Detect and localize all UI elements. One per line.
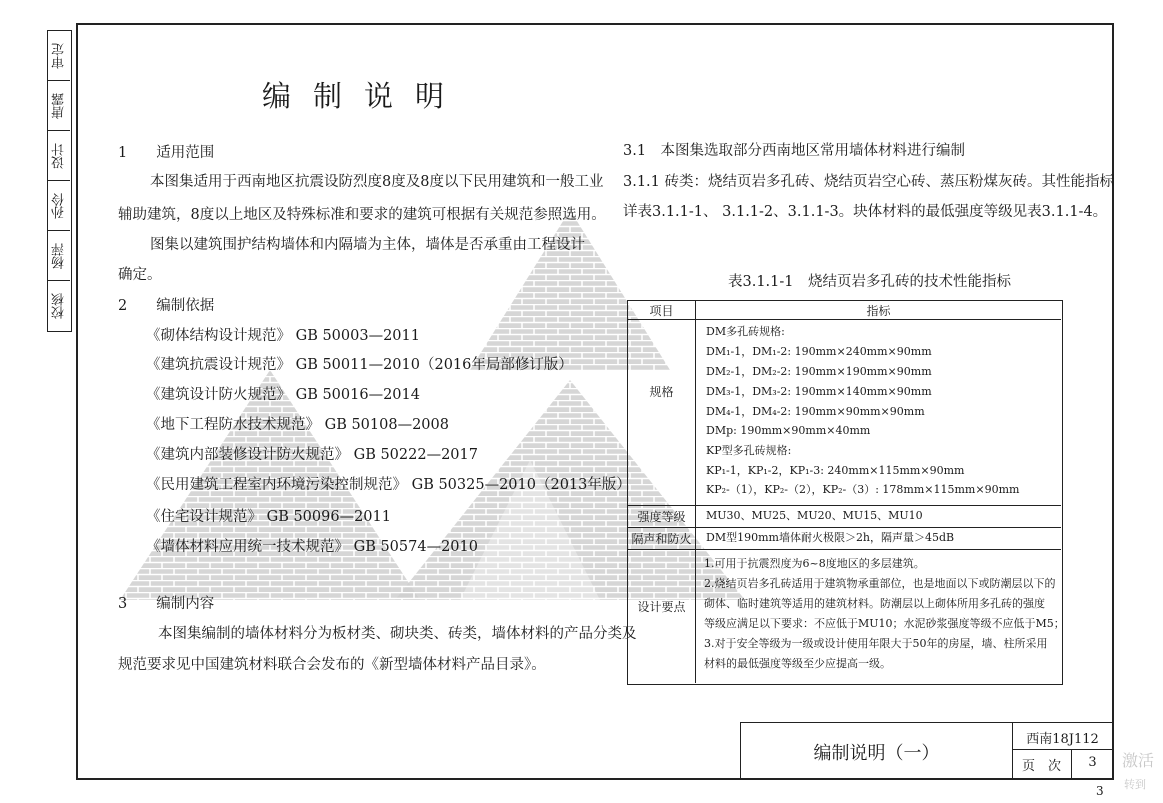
section-1-paragraph-2-line-2: 确定。 (118, 267, 162, 283)
reference-item: 《住宅设计规范》 GB 50096—2011 (146, 509, 391, 525)
design-line: 2.烧结页岩多孔砖适用于建筑物承重部位，也是地面以下或防潮层以下的 (704, 577, 1056, 590)
spec-line: DM₂-1，DM₂-2: 190mm×190mm×90mm (706, 365, 932, 378)
reference-item: 《建筑抗震设计规范》 GB 50011—2010（2016年局部修订版） (146, 357, 573, 373)
fire-value: DM型190mm墙体耐火极限＞2h，隔声量＞45dB (706, 531, 955, 544)
activation-watermark-hint: 转到 (1124, 778, 1146, 791)
reference-item: 《地下工程防水技术规范》 GB 50108—2008 (146, 417, 449, 433)
design-line: 3.对于安全等级为一级或设计使用年限大于50年的房屋，墙、柱所采用 (704, 637, 1048, 650)
spec-line: KP型多孔砖规格: (706, 444, 792, 457)
section-1-paragraph-2-line-1: 图集以建筑围护结构墙体和内隔墙为主体，墙体是否承重由工程设计 (150, 237, 585, 253)
sidebar-label: 唐露 (51, 92, 67, 119)
sidebar-cell-check (48, 281, 70, 330)
section-3-line-2: 规范要求见中国建筑材料联合会发布的《新型墙体材料产品目录》。 (118, 657, 546, 673)
page-label: 页 次 (1021, 759, 1061, 774)
design-label: 设计要点 (637, 600, 686, 614)
fire-label: 隔声和防火 (631, 532, 692, 546)
sidebar-cell-signature-3 (48, 231, 70, 281)
table-header-item: 项目 (649, 304, 674, 318)
section-3-line-1: 本图集编制的墙体材料分为板材类、砌块类、砖类，墙体材料的产品分类及 (158, 626, 637, 642)
atlas-code: 西南18J112 (1026, 732, 1099, 747)
design-line: 材料的最低强度等级至少应提高一级。 (704, 657, 891, 670)
strength-value: MU30、MU25、MU20、MU15、MU10 (706, 509, 923, 522)
reference-item: 《民用建筑工程室内环境污染控制规范》 GB 50325—2010（2013年版） (146, 477, 631, 493)
page-number: 3 (1096, 784, 1104, 798)
spec-line: DMp: 190mm×90mm×40mm (706, 424, 871, 437)
spec-line: DM₄-1，DM₄-2: 190mm×90mm×90mm (706, 405, 925, 418)
sidebar-label: 校核 (51, 292, 67, 319)
spec-line: DM多孔砖规格: (706, 325, 785, 338)
activation-watermark: 激活 (1122, 751, 1155, 770)
sidebar-cell-signature-2 (48, 181, 70, 231)
performance-table (627, 300, 1063, 685)
section-1-paragraph-1-line-1: 本图集适用于西南地区抗震设防烈度8度及8度以下民用建筑和一般工业 (150, 174, 604, 190)
section-3-1-1-line-2: 详表3.1.1-1、 3.1.1-2、3.1.1-3。块体材料的最低强度等级见表3.1.1-4。 (623, 204, 1108, 220)
reference-item: 《砌体结构设计规范》 GB 50003—2011 (146, 328, 420, 344)
spec-line: KP₂-（1），KP₂-（2），KP₂-（3）: 178mm×115mm×90mm (706, 483, 1020, 496)
spec-line: KP₁-1，KP₁-2，KP₁-3: 240mm×115mm×90mm (706, 464, 965, 477)
spec-label: 规格 (649, 385, 674, 399)
design-line: 等级应满足以下要求：不应低于MU10；水泥砂浆强度等级不应低于M5； (704, 617, 1065, 630)
sidebar-cell-signature-1 (48, 81, 70, 131)
table-caption: 表3.1.1-1 烧结页岩多孔砖的技术性能指标 (728, 274, 1012, 290)
spec-line: DM₁-1，DM₁-2: 190mm×240mm×90mm (706, 345, 932, 358)
section-3-heading: 3 编制内容 (118, 596, 215, 612)
page-number-cell: 3 (1088, 755, 1097, 770)
title-block (740, 722, 1112, 778)
sidebar-label: 审定 (51, 42, 67, 69)
section-3-1-heading: 3.1 本图集选取部分西南地区常用墙体材料进行编制 (623, 143, 966, 159)
strength-label: 强度等级 (637, 510, 686, 524)
section-3-1-1-line-1: 3.1.1 砖类：烧结页岩多孔砖、烧结页岩空心砖、蒸压粉煤灰砖。其性能指标 (623, 174, 1115, 190)
sidebar-label: 孙伶 (51, 192, 67, 219)
sidebar-label: 设计 (51, 142, 67, 169)
spec-line: DM₃-1，DM₃-2: 190mm×140mm×90mm (706, 385, 932, 398)
reference-item: 《墙体材料应用统一技术规范》 GB 50574—2010 (146, 539, 478, 555)
design-line: 砌体、临时建筑等适用的建筑材料。防潮层以上砌体所用多孔砖的强度 (704, 597, 1045, 610)
section-1-heading: 1 适用范围 (118, 145, 215, 161)
design-line: 1.可用于抗震烈度为6~8度地区的多层建筑。 (704, 557, 925, 570)
reference-item: 《建筑设计防火规范》 GB 50016—2014 (146, 387, 420, 403)
signature-column (47, 30, 72, 332)
section-2-heading: 2 编制依据 (118, 298, 215, 314)
sidebar-label: 杨萍 (51, 242, 67, 269)
reference-item: 《建筑内部装修设计防火规范》 GB 50222—2017 (146, 447, 478, 463)
sidebar-cell-approve (48, 31, 70, 81)
drawing-name: 编制说明（一） (813, 743, 940, 764)
table-header-index: 指标 (866, 304, 891, 318)
section-1-paragraph-1-line-2: 辅助建筑，8度以上地区及特殊标准和要求的建筑可根据有关规范参照选用。 (118, 207, 606, 223)
sidebar-cell-design (48, 131, 70, 181)
page-title: 编制说明 (262, 79, 467, 113)
